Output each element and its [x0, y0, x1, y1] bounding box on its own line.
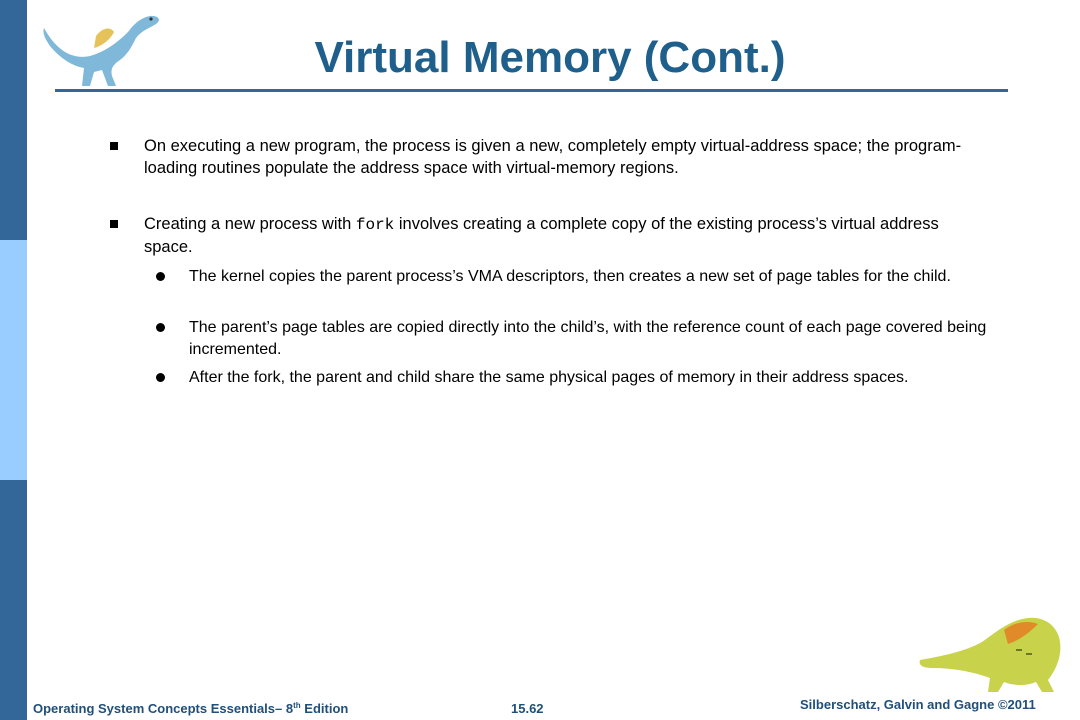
round-bullet-icon	[156, 373, 165, 382]
subbullet-text: After the fork, the parent and child share the same physical pages of memory in their address spaces.	[189, 369, 909, 386]
page-title: Virtual Memory (Cont.)	[314, 33, 786, 82]
dinosaur-icon	[918, 610, 1068, 696]
sidebar-stripe	[0, 0, 27, 720]
footer-book-superscript: th	[293, 701, 301, 710]
footer-book-title	[33, 701, 348, 716]
footer-page-number: 15.62	[511, 701, 544, 716]
title-divider	[55, 89, 1008, 92]
sidebar-dark-segment	[0, 0, 27, 240]
subbullet-item	[156, 266, 996, 310]
bullet-item	[110, 213, 980, 259]
square-bullet-icon	[110, 142, 118, 150]
bullet-text: On executing a new program, the process is given a new, completely empty virtual-address space; the program-loading routines populate the address space with virtual-memory regions.	[144, 137, 962, 177]
dinosaur-icon	[36, 6, 166, 90]
round-bullet-icon	[156, 272, 165, 281]
bullet-item	[110, 135, 980, 181]
footer-book-prefix: Operating System Concepts Essentials– 8	[33, 701, 294, 716]
footer-book-suffix: Edition	[300, 701, 349, 716]
sidebar-dark-segment	[0, 480, 27, 720]
footer-copyright: Silberschatz, Galvin and Gagne ©2011	[800, 697, 1036, 712]
subbullet-text: The kernel copies the parent process’s VMA descriptors, then creates a new set of page tables for the child.	[189, 268, 951, 285]
subbullet-item	[156, 317, 996, 361]
bullet-text-before: Creating a new process with	[144, 215, 356, 233]
sidebar-light-segment	[0, 240, 27, 480]
subbullet-text: The parent’s page tables are copied directly into the child’s, with the reference count of each page covered being incremented.	[189, 319, 987, 358]
code-fork: fork	[355, 216, 395, 234]
round-bullet-icon	[156, 323, 165, 332]
square-bullet-icon	[110, 220, 118, 228]
bullet-text-after: involves creating a complete copy of the existing process’s virtual address space.	[144, 215, 939, 256]
bullet-text	[144, 213, 980, 258]
subbullet-item	[156, 367, 996, 411]
